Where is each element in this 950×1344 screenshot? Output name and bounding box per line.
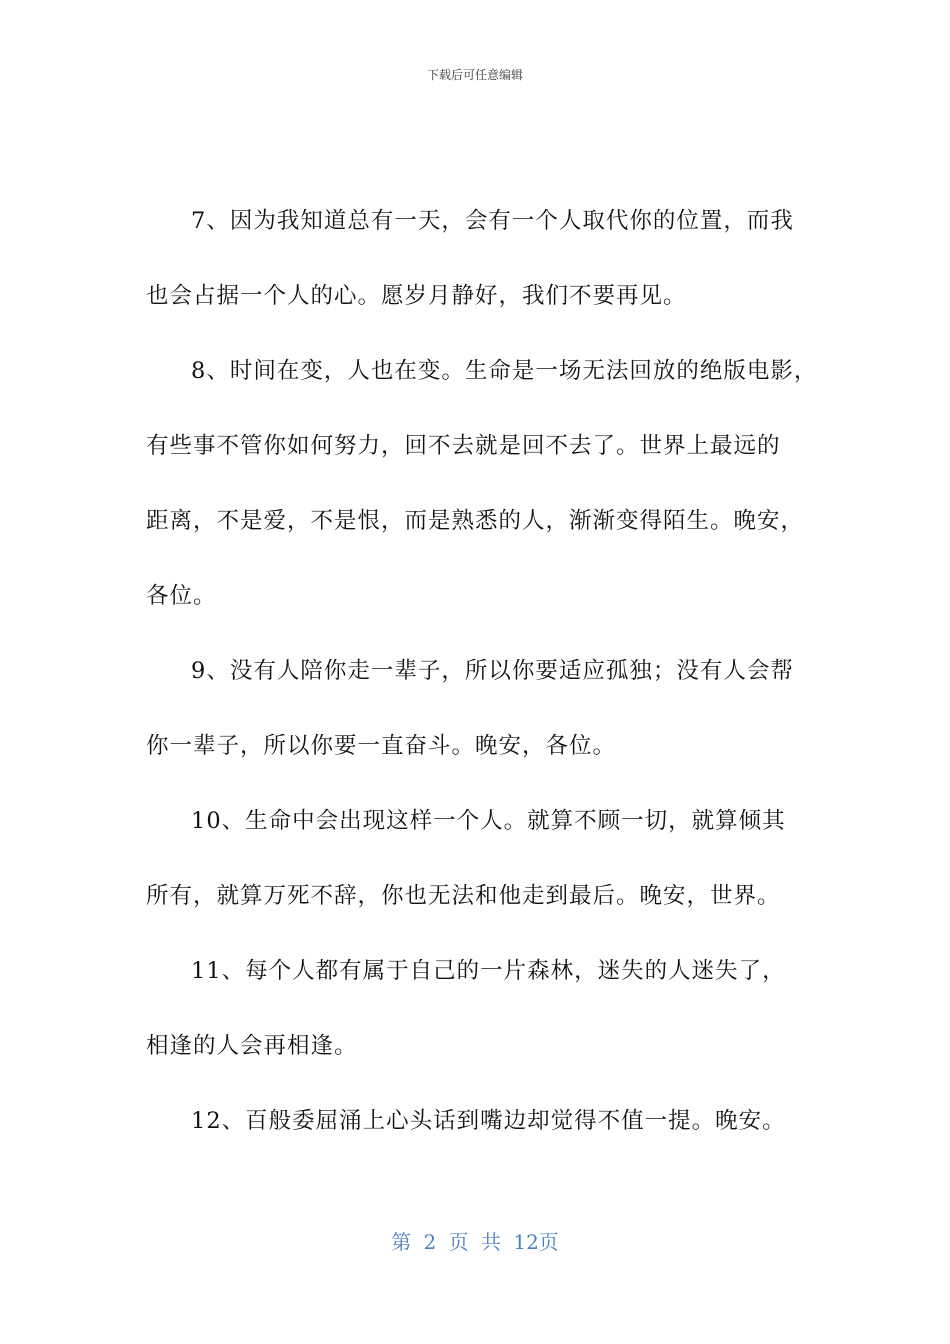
text-line: 12、百般委屈涌上心头话到嘴边却觉得不值一提。晚安。 xyxy=(191,1108,786,1134)
text-line: 各位。 xyxy=(146,583,217,609)
text-line: 距离，不是爱，不是恨，而是熟悉的人，渐渐变得陌生。晚安， xyxy=(146,508,805,534)
text-line: 相逢的人会再相逢。 xyxy=(146,1033,358,1059)
text-line: 也会占据一个人的心。愿岁月静好，我们不要再见。 xyxy=(146,283,687,309)
document-body xyxy=(146,196,818,1171)
text-line: 7、因为我知道总有一天，会有一个人取代你的位置，而我 xyxy=(191,208,794,234)
text-line: 有些事不管你如何努力，回不去就是回不去了。世界上最远的 xyxy=(146,433,781,459)
page-header: 下载后可任意编辑 xyxy=(426,68,523,82)
text-line: 9、没有人陪你走一辈子，所以你要适应孤独；没有人会帮 xyxy=(191,658,794,684)
text-line: 所有，就算万死不辞，你也无法和他走到最后。晚安，世界。 xyxy=(146,883,781,909)
text-line: 11、每个人都有属于自己的一片森林，迷失的人迷失了， xyxy=(191,958,786,984)
text-line: 10、生命中会出现这样一个人。就算不顾一切，就算倾其 xyxy=(191,808,786,834)
text-line: 你一辈子，所以你要一直奋斗。晚安，各位。 xyxy=(146,733,617,759)
text-line: 8、时间在变，人也在变。生命是一场无法回放的绝版电影， xyxy=(191,358,818,384)
page-number-footer: 第 2 页 共 12页 xyxy=(391,1230,559,1254)
